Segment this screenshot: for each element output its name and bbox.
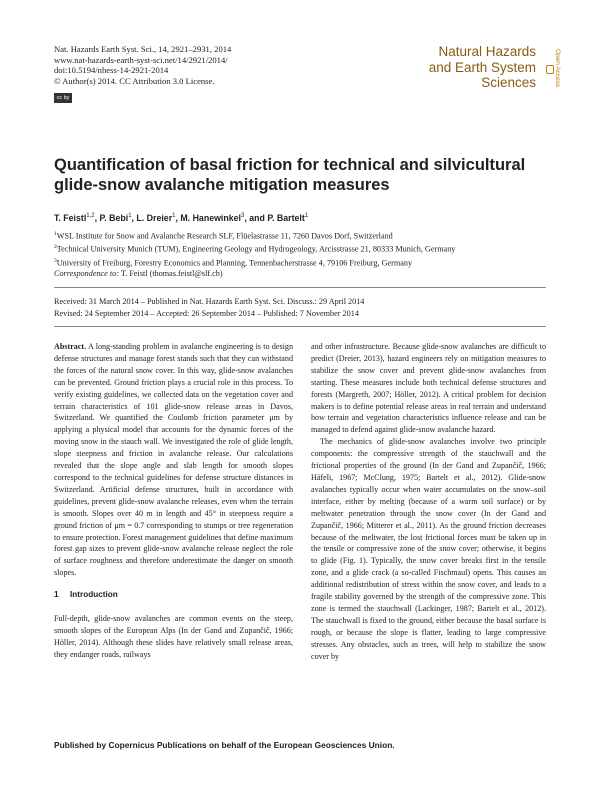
divider xyxy=(54,326,546,327)
author-sup: 1,2 xyxy=(86,213,95,220)
author-sup: 1 xyxy=(304,213,309,220)
abstract-label: Abstract. xyxy=(54,342,87,351)
citation-line: Nat. Hazards Earth Syst. Sci., 14, 2921–2931, 2014 xyxy=(54,44,232,54)
body-paragraph: and other infrastructure. Because glide-snow avalanches are difficult to predict (Dreier, 2013), hazard engineers rely on mitigation measures to stabilize the snow cover and prevent glide-snow avalanches from starting. These measures include both technical defense structures and forests (Margreth, 2007; Höller, 2012). A critical problem for decision makers is to define potential release areas in real terrain and understand how terrain and vegetation characteristics influence release and can be managed to defend against glide-snow avalanche hazard. xyxy=(311,342,546,435)
section-heading xyxy=(54,590,118,599)
correspondence-label: Correspondence to: xyxy=(54,269,119,278)
affiliation-text: WSL Institute for Snow and Avalanche Research SLF, Flüelastrasse 11, 7260 Davos Dorf, Switzerland xyxy=(56,231,393,241)
journal-logo xyxy=(429,44,536,91)
citation-header xyxy=(54,44,231,86)
author: M. Hanewinkel xyxy=(180,213,241,223)
url-line[interactable]: www.nat-hazards-earth-syst-sci.net/14/2921/2014/ xyxy=(54,54,228,65)
abstract xyxy=(54,341,293,579)
author-sep: , xyxy=(175,213,181,223)
intro-text: Full-depth, glide-snow avalanches are common events on the steep, smooth slopes of the European Alps (In der Gand and Zupančič, 1966; Höller, 2014). Although these slides have relatively small release areas, they endanger roads, railways xyxy=(54,614,293,659)
body-paragraph: The mechanics of glide-snow avalanches involve two principle components: the compressive strength of the stauchwall and the frictional properties of the ground (In der Gand and Zupančič, 1966; Häfeli, 1967; McClung, 1975; Bartelt et al., 2012). Glide-snow avalanches typically occur when water accumulates on the snow–soil interface, either by melting (because of a warm soil surface) or by meltwater penetration through the snow cover (In der Gand and Zupančič, 1966; Mitterer et al., 2011). As the ground friction decreases because of the meltwater, the lost frictional forces must be taken up in the tensile or compressive zone of the snow cover; otherwise, it begins to glide (Fig. 1). Typically, the snow cover breaks first in the tensile zone, and a glide crack (a so-called Fischmaul) opens. This causes an additional redistribution of stress within the snow cover, and leads to a fragile stability governed by the strength of the compressive zone. This zone is termed the stauchwall (Lackinger, 1987; Bartelt et al., 2012). The stauchwall is fixed to the ground, either because the basal surface is rough, or because the slope is flatter, leading to large compressive stresses. Any obstacles, such as trees, will help to stabilize the snow cover by xyxy=(311,437,546,661)
author: T. Feistl xyxy=(54,213,87,223)
affiliation xyxy=(54,256,455,269)
affiliation-text: University of Freiburg, Forestry Economics and Planning, Tennenbacherstrasse 4, 79106 Freiburg, Germany xyxy=(56,258,413,268)
author-sup: 3 xyxy=(240,213,245,220)
affiliation-number: 3 xyxy=(54,257,57,264)
journal-name-line2: and Earth System xyxy=(428,59,536,75)
correspondence-email[interactable]: T. Feistl (thomas.feistl@slf.ch) xyxy=(118,269,223,278)
abstract-text: A long-standing problem in avalanche engineering is to design defense structures and manage forest stands such that they can withstand the forces of the natural snow cover. In this way, glide-snow avalanches can be prevented. Ground friction plays a crucial role in this process. To verify existing guidelines, we collected data on the vegetation cover and terrain characteristics of 101 glide-snow release areas in Davos, Switzerland. We quantified the Coulomb friction parameter μm by applying a physical model that accounts for the dynamic forces of the moving snow in the stauch wall. We investigated the role of glide length, slope steepness and friction in avalanche release. Our calculations revealed that the slope angle and slab length for smooth slopes correspond to the technical guidelines for defense structure distances in Switzerland. Artificial defense structures, built in accordance with guidelines, prevent glide-snow avalanche releases, even when the terrain is smooth. Slopes over 40 m in length and 45° in steepness require a ground friction of μm = 0.7 corresponding to stumps or tree regeneration to ensure protection. Forest management guidelines that define maximum forest gap sizes to prevent glide-snow avalanche release neglect the role of surface roughness and therefore underestimate the danger on smooth slopes. xyxy=(54,342,293,578)
right-column xyxy=(311,341,546,662)
author: P. Bartelt xyxy=(267,213,305,223)
author-list xyxy=(54,213,308,223)
correspondence xyxy=(54,269,223,278)
section-title: Introduction xyxy=(70,590,118,599)
title-line2: glide-snow avalanche mitigation measures xyxy=(54,176,390,194)
license-line: © Author(s) 2014. CC Attribution 3.0 License. xyxy=(54,75,215,86)
author-sup: 1 xyxy=(172,213,176,220)
author-sep: , xyxy=(131,213,137,223)
affiliations xyxy=(54,229,455,269)
divider xyxy=(54,287,546,288)
affiliation-number: 2 xyxy=(54,244,57,251)
intro-paragraph xyxy=(54,613,293,661)
journal-name-line1: Natural Hazards xyxy=(438,44,536,59)
cc-license-icon: cc by xyxy=(54,93,72,103)
dates-line1: Received: 31 March 2014 – Published in Nat. Hazards Earth Syst. Sci. Discuss.: 29 April 2014 xyxy=(54,297,365,306)
section-number: 1 xyxy=(54,590,59,599)
author: L. Dreier xyxy=(136,213,173,223)
author: P. Bebi xyxy=(99,213,129,223)
lock-icon xyxy=(546,65,554,74)
author-sup: 1 xyxy=(128,213,132,220)
open-access-badge xyxy=(551,38,561,98)
title-line1: Quantification of basal friction for technical and silvicultural xyxy=(54,156,526,174)
affiliation-text: Technical University Munich (TUM), Engineering Geology and Hydrogeology, Arcisstrasse 21, 80333 Munich, Germany xyxy=(56,245,456,255)
journal-name-line3: Sciences xyxy=(481,75,536,90)
publication-dates xyxy=(54,296,364,319)
publisher-footer: Published by Copernicus Publications on behalf of the European Geosciences Union. xyxy=(54,740,395,750)
affiliation xyxy=(54,242,455,255)
paper-title xyxy=(54,155,544,195)
open-access-label: Open Access xyxy=(554,48,561,88)
dates-line2: Revised: 24 September 2014 – Accepted: 26 September 2014 – Published: 7 November 2014 xyxy=(54,308,359,318)
author-sep: , and xyxy=(244,213,268,223)
author-sep: , xyxy=(94,213,100,223)
doi-line[interactable]: doi:10.5194/nhess-14-2921-2014 xyxy=(54,65,169,76)
affiliation xyxy=(54,229,455,242)
affiliation-number: 1 xyxy=(54,231,57,237)
